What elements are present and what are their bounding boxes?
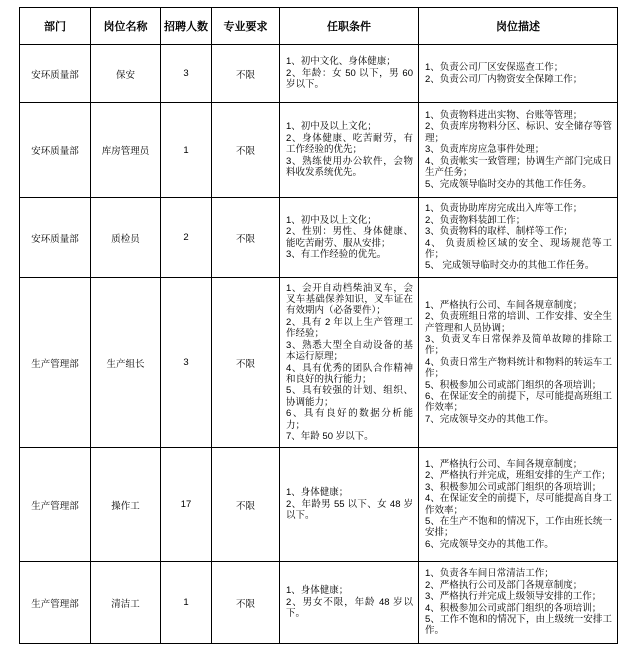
list-item: 4、在保证安全的前提下，尽可能提高自身工作效率； [425, 493, 612, 516]
list-item: 3、有工作经验的优先。 [286, 248, 387, 260]
cell-position: 生产组长 [91, 278, 161, 448]
table-row [20, 103, 618, 198]
list-item: 4、负责日常生产物料统计和物料的转运车工作； [425, 356, 612, 380]
cell-position: 清洁工 [91, 562, 161, 644]
list-item: 1、初中及以上文化； [286, 214, 377, 226]
cell-position: 质检员 [91, 198, 161, 278]
list-item: 3、积极参加公司或部门组织的各项培训； [425, 481, 602, 493]
cell-description [419, 45, 618, 103]
cell-conditions [280, 562, 419, 644]
list-item: 1、身体健康； [286, 487, 349, 499]
list-item: 2、负责班组日常的培训、工作安排、安全生产管理和人员协调； [425, 311, 612, 334]
table-row [20, 562, 618, 644]
list-item: 3、负责叉车日常保养及简单故障的排除工作； [425, 333, 612, 357]
list-item: 2、年龄男 55 以下、女 48 岁以下。 [286, 498, 413, 522]
column-header-count: 招聘人数 [161, 8, 212, 45]
list-item: 6、具有良好的数据分析能力； [286, 408, 413, 431]
recruitment-table [19, 7, 618, 644]
list-item: 5、在生产不饱和的情况下，工作由班长统一安排； [425, 515, 612, 539]
cell-conditions [280, 278, 419, 448]
list-item: 3、熟悉大型全自动设备的基本运行原理； [286, 339, 413, 363]
list-item: 1、初中文化、身体健康； [286, 56, 396, 68]
cell-major: 不限 [212, 278, 280, 448]
cell-count: 1 [161, 103, 212, 198]
table-row [20, 45, 618, 103]
cell-count: 17 [161, 448, 212, 562]
cell-position: 操作工 [91, 448, 161, 562]
column-header-conditions: 任职条件 [280, 8, 419, 45]
cell-conditions [280, 198, 419, 278]
cell-conditions [280, 448, 419, 562]
column-header-position: 岗位名称 [91, 8, 161, 45]
cell-count: 3 [161, 45, 212, 103]
list-item: 1、严格执行公司、车间各规章制度； [425, 458, 583, 470]
table-row [20, 448, 618, 562]
list-item: 2、负责库房物料分区、标识、安全储存等管理； [425, 121, 612, 144]
list-item: 5、具有较强的计划、组织、协调能力； [286, 385, 413, 408]
list-item: 1、负责物料进出实物、台账等管理； [425, 110, 583, 122]
list-item: 5、 完成领导临时交办的其他工作任务。 [425, 260, 595, 272]
list-item: 5、完成领导临时交办的其他工作任务。 [425, 178, 592, 190]
cell-description [419, 103, 618, 198]
cell-major: 不限 [212, 562, 280, 644]
cell-count: 3 [161, 278, 212, 448]
list-item: 2、负责公司厂内物资安全保障工作； [425, 73, 583, 85]
cell-department: 安环质量部 [20, 198, 91, 278]
list-item: 6、在保证安全的前提下，尽可能提高班组工作效率； [425, 391, 612, 414]
list-item: 3、熟练使用办公软件，会物料收发系统优先。 [286, 155, 413, 179]
cell-conditions [280, 45, 419, 103]
list-item: 2、男女不限，年龄 48 岁以下。 [286, 596, 413, 620]
table-header-row [20, 8, 618, 45]
list-item: 3、负责物料的取样、制样等工作； [425, 226, 573, 238]
column-header-description: 岗位描述 [419, 8, 618, 45]
cell-description [419, 278, 618, 448]
list-item: 3、严格执行并完成上级领导安排的工作； [425, 591, 602, 603]
cell-conditions [280, 103, 419, 198]
list-item: 2、具有 2 年以上生产管理工作经验； [286, 316, 413, 340]
column-header-major: 专业要求 [212, 8, 280, 45]
list-item: 1、身体健康； [286, 585, 349, 597]
cell-major: 不限 [212, 198, 280, 278]
cell-department: 生产管理部 [20, 278, 91, 448]
cell-description [419, 198, 618, 278]
list-item: 2、身体健康、吃苦耐劳，有工作经验的优先； [286, 132, 413, 156]
cell-position: 保安 [91, 45, 161, 103]
list-item: 1、严格执行公司、车间各规章制度； [425, 299, 583, 311]
cell-major: 不限 [212, 448, 280, 562]
list-item: 2、年龄：女 50 以下，男 60 岁以下。 [286, 67, 413, 91]
list-item: 6、完成领导交办的其他工作。 [425, 538, 554, 550]
cell-count: 1 [161, 562, 212, 644]
cell-description [419, 448, 618, 562]
list-item: 2、负责物料装卸工作； [425, 214, 526, 226]
list-item: 7、完成领导交办的其他工作。 [425, 413, 554, 425]
list-item: 1、初中及以上文化； [286, 121, 377, 133]
cell-description [419, 562, 618, 644]
cell-department: 安环质量部 [20, 103, 91, 198]
list-item: 4、具有优秀的团队合作精神和良好的执行能力； [286, 362, 413, 385]
cell-major: 不限 [212, 103, 280, 198]
list-item: 5、工作不饱和的情况下，由上级统一安排工作。 [425, 613, 612, 637]
list-item: 2、严格执行并完成，班组安排的生产工作； [425, 470, 611, 482]
list-item: 1、负责公司厂区安保巡查工作； [425, 62, 564, 74]
list-item: 1、会开自动档柴油叉车，会叉车基础保养知识，叉车证在有效期内（必备要件）； [286, 282, 413, 317]
cell-count: 2 [161, 198, 212, 278]
list-item: 4、负责帐实一致管理；协调生产部门完成日生产任务； [425, 155, 612, 179]
list-item: 3、负责库房应急事件处理； [425, 144, 545, 156]
column-header-department: 部门 [20, 8, 91, 45]
cell-major: 不限 [212, 45, 280, 103]
table-row [20, 198, 618, 278]
list-item: 4、 负责质检区域的安全、现场规范等工作； [425, 237, 612, 260]
list-item: 2、性别：男性、身体健康、能吃苦耐劳、服从安排； [286, 226, 413, 249]
list-item: 1、负责各车间日常清洁工作； [425, 568, 554, 580]
cell-department: 生产管理部 [20, 562, 91, 644]
list-item: 4、积极参加公司或部门组织的各项培训； [425, 602, 602, 614]
list-item: 5、积极参加公司或部门组织的各项培训； [425, 379, 602, 391]
list-item: 7、年龄 50 岁以下。 [286, 430, 374, 442]
cell-department: 安环质量部 [20, 45, 91, 103]
list-item: 1、负责协助库房完成出入库等工作； [425, 203, 583, 215]
list-item: 2、严格执行公司及部门各规章制度； [425, 579, 583, 591]
table-row [20, 278, 618, 448]
cell-position: 库房管理员 [91, 103, 161, 198]
cell-department: 生产管理部 [20, 448, 91, 562]
